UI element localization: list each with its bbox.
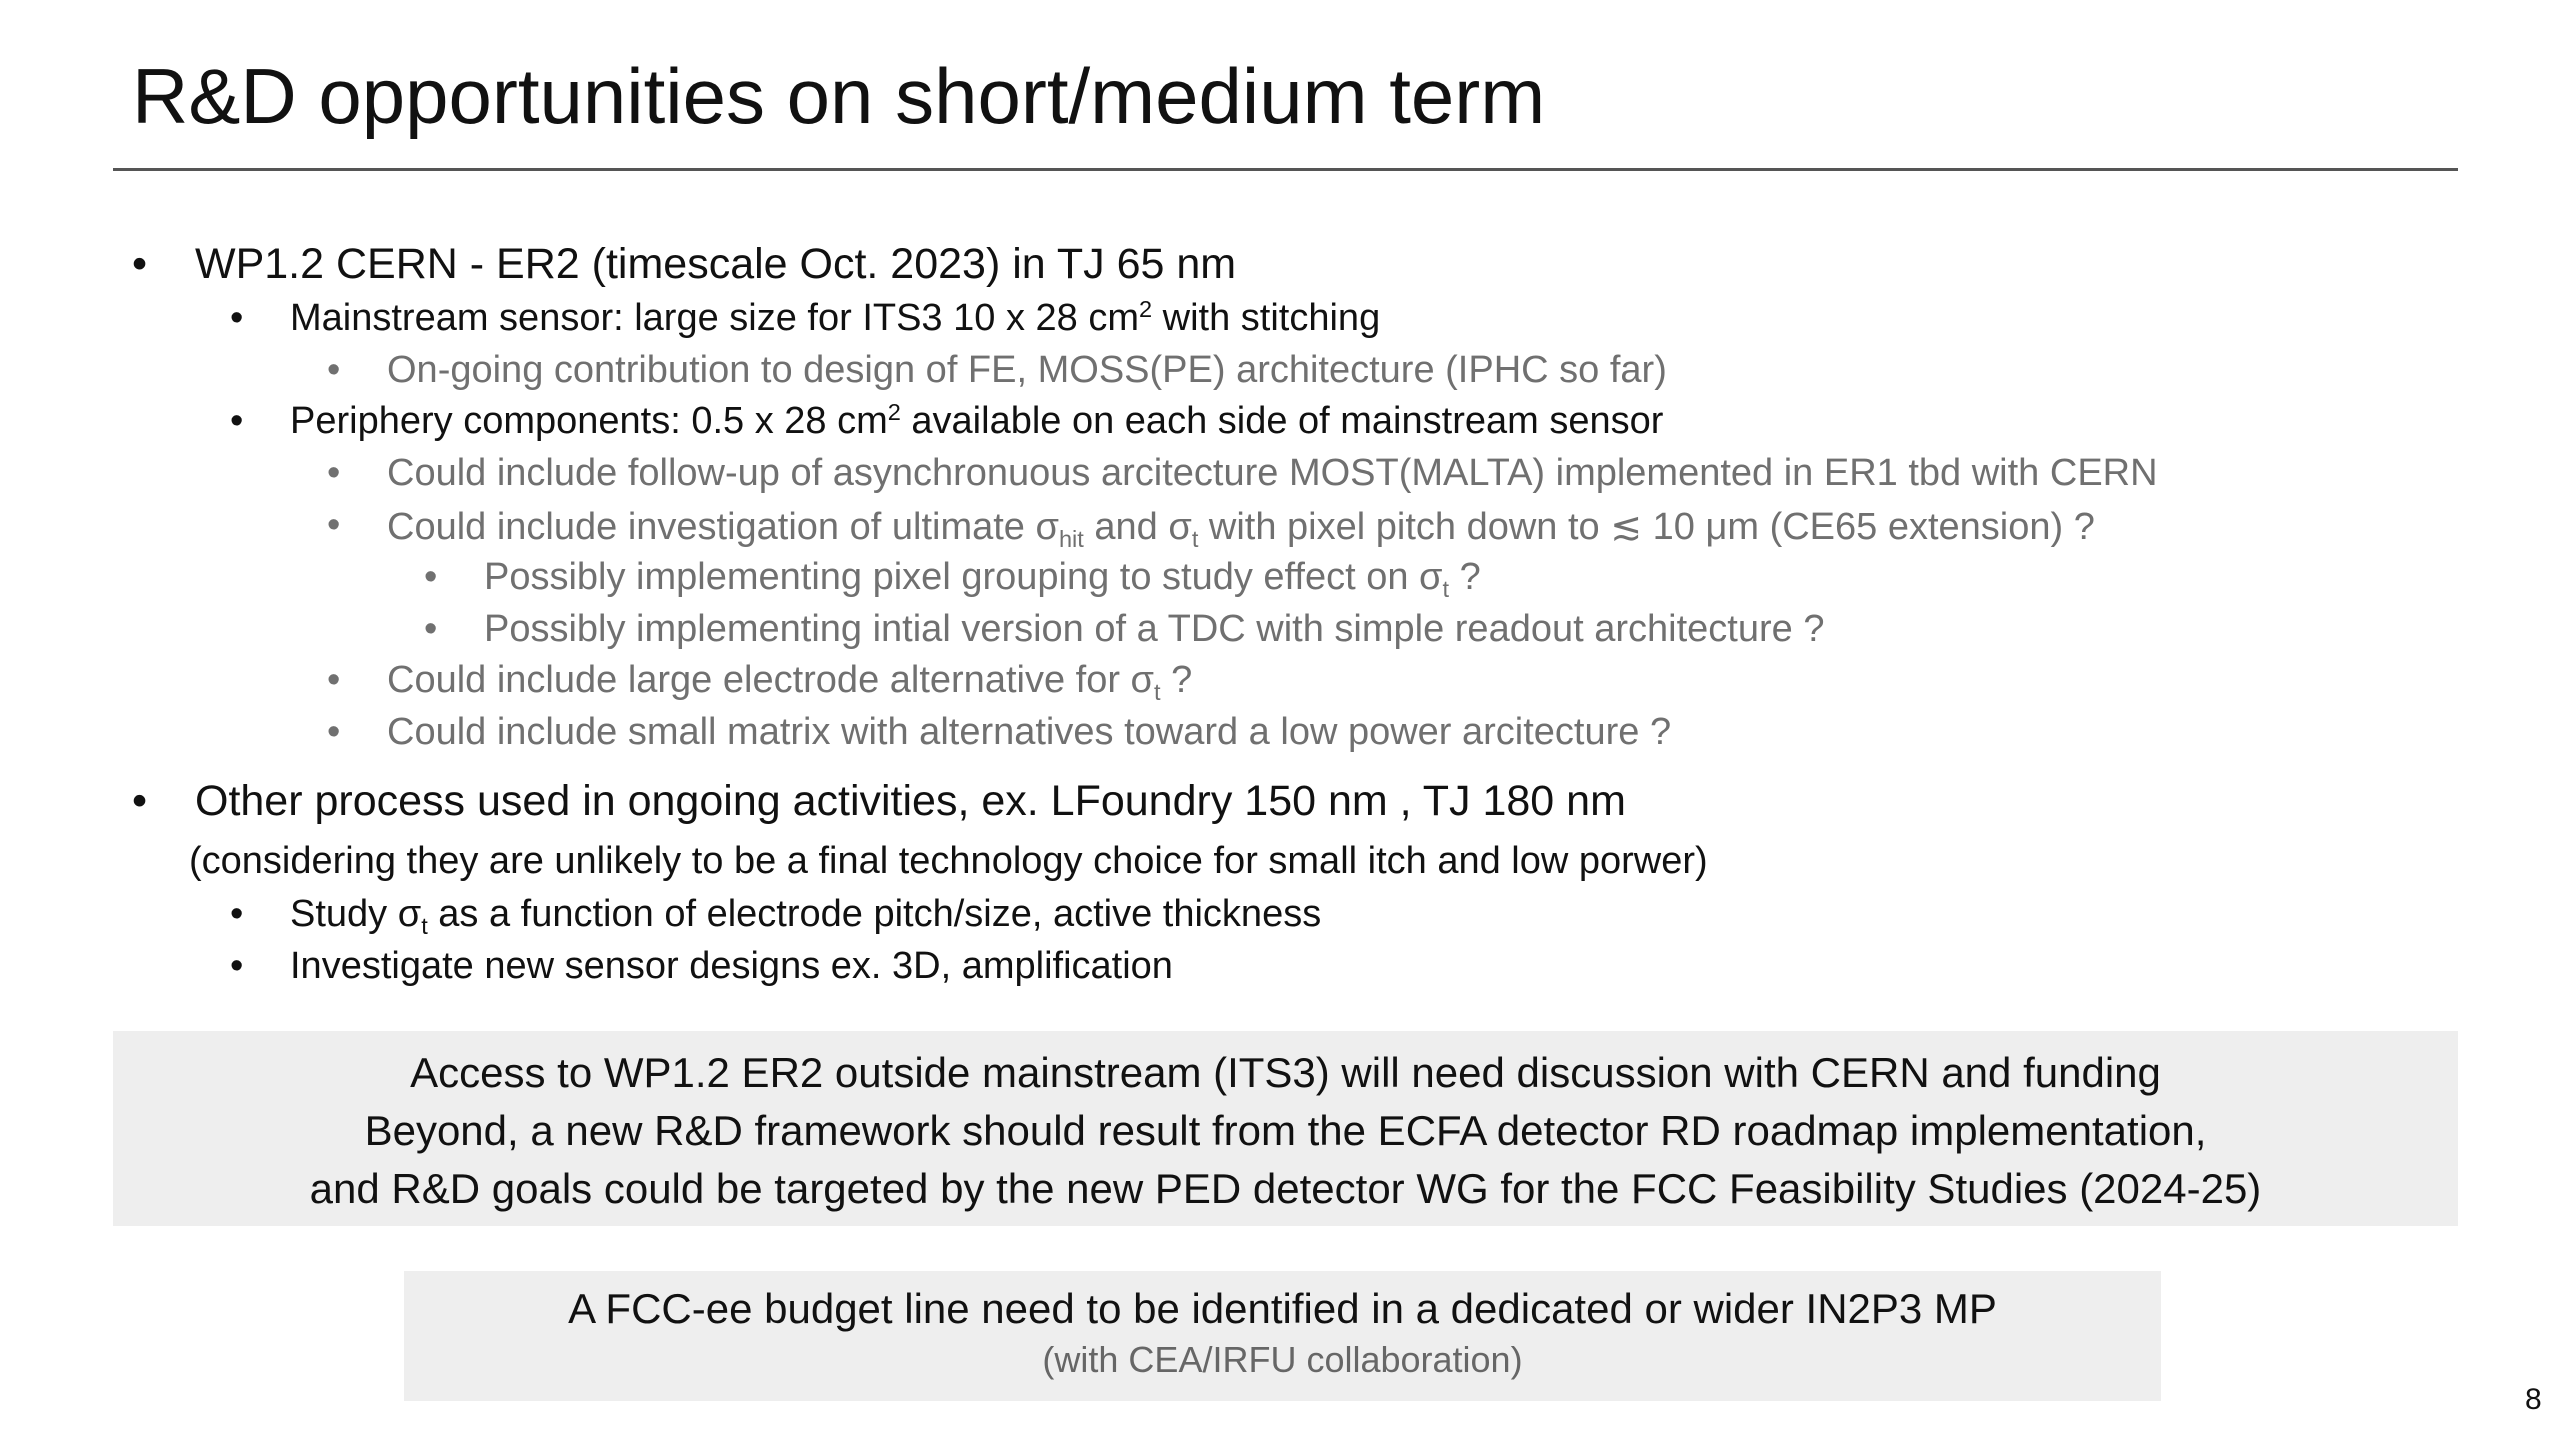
callout-access-box <box>113 1031 2458 1226</box>
callout-access-line-3: and R&D goals could be targeted by the new PED detector WG for the FCC Feasibility Studies (2024-25) <box>309 1165 2262 1212</box>
bullet-dot-icon: • <box>327 452 341 494</box>
bullet-followup-most <box>327 452 2158 495</box>
bullet-dot-icon: • <box>327 504 341 546</box>
bullet-pixel-grouping <box>424 556 1481 603</box>
bullet-mainstream-sensor-text: Mainstream sensor: large size for ITS3 10 x 28 $cm^2$ with stitching <box>290 296 1381 339</box>
callout-budget-main: A FCC-ee budget line need to be identified in a dedicated or wider IN2P3 MP <box>568 1285 1997 1332</box>
bullet-new-sensor-designs-text: Investigate new sensor designs ex. 3D, amplification <box>290 945 1173 987</box>
bullet-other-process-text: Other process used in ongoing activities, ex. LFoundry 150 nm , TJ 180 nm <box>195 777 1626 825</box>
bullet-wp12 <box>132 240 1237 289</box>
bullet-dot-icon: • <box>327 659 341 701</box>
bullet-ongoing-contribution <box>327 349 1667 392</box>
bullet-tdc-text: Possibly implementing intial version of a TDC with simple readout architecture ? <box>484 608 1825 650</box>
bullet-dot-icon: • <box>230 297 244 339</box>
callout-access-line-1: Access to WP1.2 ER2 outside mainstream (ITS3) will need discussion with CERN and funding <box>410 1049 2161 1096</box>
bullet-followup-most-text: Could include follow-up of asynchronuous arcitecture MOST(MALTA) implemented in ER1 tbd with CERN <box>387 452 2158 494</box>
bullet-dot-icon: • <box>230 893 244 935</box>
bullet-tdc <box>424 608 1825 651</box>
bullet-periphery-components <box>230 399 1664 443</box>
bullet-mainstream-sensor <box>230 296 1381 340</box>
bullet-study-sigma-text: Study $\sigma_t$ as a function of electrode pitch/size, active thickness <box>290 893 1322 940</box>
bullet-periphery-components-text: Periphery components: 0.5 x 28 $cm^2$ available on each side of mainstream sensor <box>290 399 1664 442</box>
bullet-wp12-text: WP1.2 CERN - ER2 (timescale Oct. 2023) in TJ 65 nm <box>195 240 1237 288</box>
callout-budget-sub: (with CEA/IRFU collaboration) <box>1042 1339 1523 1380</box>
bullet-dot-icon: • <box>230 400 244 442</box>
bullet-other-process <box>132 777 1626 826</box>
bullet-dot-icon: • <box>132 240 148 288</box>
bullet-dot-icon: • <box>327 711 341 753</box>
bullet-ultimate-sigma-text: Could include investigation of ultimate $\sigma_{hit}$ and $\sigma_t$ with pixel pitch down to ≲ 10 μm (CE65 extension) ? <box>387 506 2095 553</box>
bullet-dot-icon: • <box>230 945 244 987</box>
bullet-ultimate-sigma <box>327 504 2095 553</box>
slide-title: R&D opportunities on short/medium term <box>132 52 1546 140</box>
title-divider <box>113 168 2458 171</box>
bullet-dot-icon: • <box>327 349 341 391</box>
other-process-note: (considering they are unlikely to be a final technology choice for small itch and low porwer) <box>189 840 1708 882</box>
callout-budget-box <box>404 1271 2161 1401</box>
bullet-study-sigma <box>230 893 1322 940</box>
bullet-dot-icon: • <box>132 777 148 825</box>
bullet-large-electrode <box>327 659 1193 706</box>
bullet-small-matrix-text: Could include small matrix with alternatives toward a low power arcitecture ? <box>387 711 1672 753</box>
bullet-new-sensor-designs <box>230 945 1173 988</box>
bullet-dot-icon: • <box>424 556 438 598</box>
page-number: 8 <box>2525 1383 2542 1416</box>
bullet-ongoing-contribution-text: On-going contribution to design of FE, MOSS(PE) architecture (IPHC so far) <box>387 349 1667 391</box>
callout-access-line-2: Beyond, a new R&D framework should result from the ECFA detector RD roadmap implementation, <box>364 1107 2207 1154</box>
bullet-small-matrix <box>327 711 1672 754</box>
bullet-pixel-grouping-text: Possibly implementing pixel grouping to study effect on $\sigma_t$ ? <box>484 556 1481 603</box>
bullet-dot-icon: • <box>424 608 438 650</box>
bullet-large-electrode-text: Could include large electrode alternative for $\sigma_t$ ? <box>387 659 1193 706</box>
